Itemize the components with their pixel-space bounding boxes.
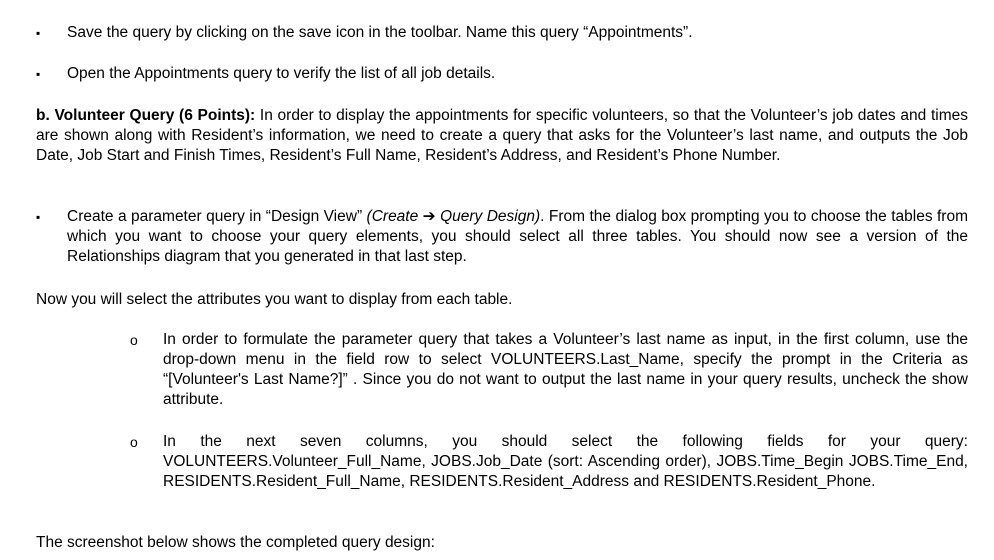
sub-bullet-text: In order to formulate the parameter query that takes a Volunteer’s last name as input, in the first column, use the drop-down menu in the field row to select VOLUNTEERS.Last_Name, specify the prompt in the Criteria as “[Volunteer's Last Name?]” . Since you do not want to output the last name in your query results, uncheck the show attribute. <box>163 331 968 408</box>
section-body: In order to display the appointments for specific volunteers, so that the Volunteer’s job dates and times are shown along with Resident’s information, we need to create a query that asks for the Volunteer’s last name, and outputs the Job Date, Job Start and Finish Times, Resident’s Full Name, Resident’s Address, and Resident’s Phone Number. <box>36 107 968 164</box>
circle-bullet-icon: o <box>130 332 138 348</box>
bullet-open-query <box>36 64 976 84</box>
square-bullet-icon: ▪ <box>36 210 41 224</box>
bullet-create-parameter-query <box>36 207 968 267</box>
section-heading: b. Volunteer Query (6 Points): <box>36 107 256 124</box>
select-attributes-text: Now you will select the attributes you want to display from each table. <box>36 291 513 308</box>
circle-bullet-icon: o <box>130 434 138 450</box>
square-bullet-icon: ▪ <box>36 67 41 81</box>
bullet-lead: Create a parameter query in “Design View” <box>67 208 367 225</box>
bullet-text <box>67 207 968 267</box>
sub-bullet-text: In the next seven columns, you should select the following fields for your query: VOLUNTEERS.Volunteer_Full_Name, JOBS.Job_Date (sort: Ascending order), JOBS.Time_Begin JOBS.Time_End, RESIDENTS.Resident_Full_Name, RESIDENTS.Resident_Address and RESIDENTS.Resident_Phone. <box>163 433 968 490</box>
bullet-save-query <box>36 23 976 43</box>
sub-bullet-last-name <box>130 330 968 410</box>
bullet-text: Open the Appointments query to verify the list of all job details. <box>67 65 496 82</box>
sub-bullet-seven-columns <box>130 432 968 492</box>
bullet-rest: . From the dialog box prompting you to choose the tables from which you want to choose your query elements, you should select all three tables. You should now see a version of the Relationships diagram that you generated in that last step. <box>67 208 969 265</box>
screenshot-caption: The screenshot below shows the completed query design: <box>36 534 435 551</box>
square-bullet-icon: ▪ <box>36 26 41 40</box>
menu-path: (Create ➔ Query Design) <box>366 208 541 225</box>
section-b-paragraph <box>36 106 968 166</box>
bullet-text: Save the query by clicking on the save icon in the toolbar. Name this query “Appointments”. <box>67 24 693 41</box>
